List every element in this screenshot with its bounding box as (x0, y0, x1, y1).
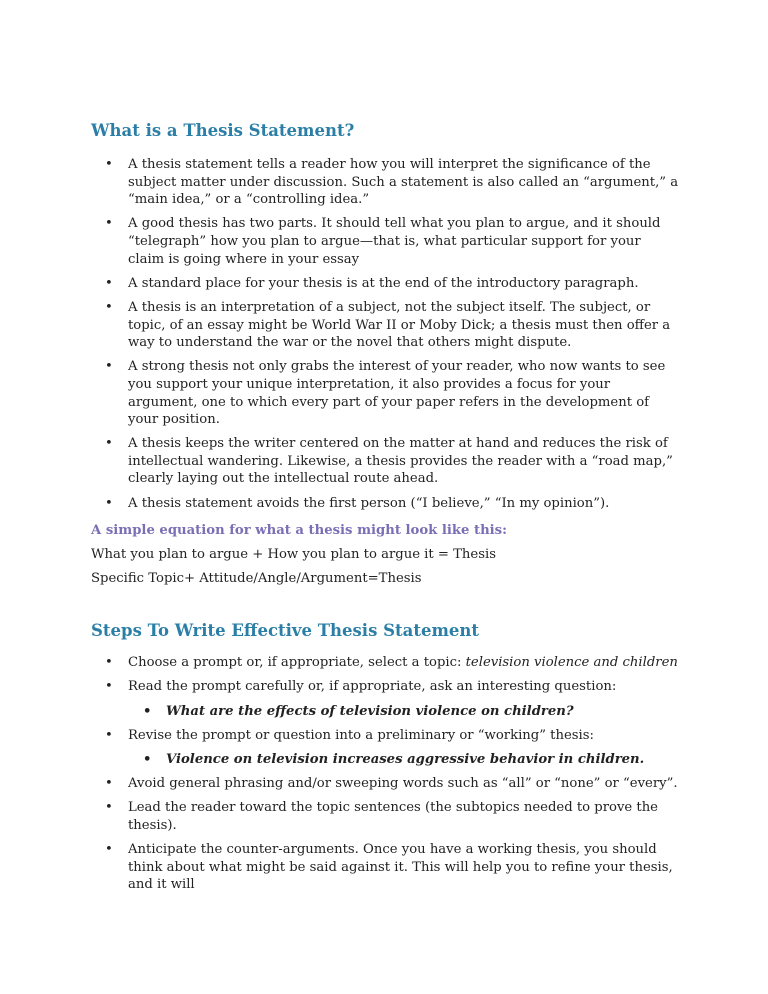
equation-heading: A simple equation for what a thesis might look like this: (91, 523, 507, 539)
topic-example: television violence and children (465, 655, 678, 671)
thesis-bullet-list (91, 156, 681, 512)
list-item: • A thesis statement avoids the first person (“I believe,” “In my opinion”). (105, 495, 610, 511)
bullet-icon: • (105, 299, 113, 315)
list-item-sub: • Violence on television increases aggressive behavior in children. (143, 752, 645, 767)
bullet-icon: • (105, 275, 113, 291)
bullet-icon: • (105, 679, 113, 695)
bullet-icon: • (105, 359, 113, 375)
section-heading-thesis: What is a Thesis Statement? (91, 121, 355, 140)
bullet-icon: • (105, 655, 113, 671)
list-item: • A standard place for your thesis is at the end of the introductory paragraph. (105, 275, 639, 291)
bullet-icon: • (105, 216, 113, 232)
bullet-icon: • (105, 495, 113, 511)
bullet-icon: • (143, 752, 152, 767)
list-item: • Revise the prompt or question into a preliminary or “working” thesis: (105, 727, 594, 743)
list-item: • A thesis statement tells a reader how you will interpret the significance of the subject matter under discussion. Such a statement is also called an “argument,” a “main idea,” or a “controlling idea.” (105, 157, 679, 208)
bullet-icon: • (105, 842, 113, 858)
list-item: • Avoid general phrasing and/or sweeping words such as “all” or “none” or “every”. (105, 776, 678, 792)
list-item: • A good thesis has two parts. It should tell what you plan to argue, and it should “telegraph” how you plan to argue—that is, what particular support for your claim is going where in your essay (105, 216, 661, 267)
bullet-icon: • (105, 776, 113, 792)
equation-line-2: Specific Topic+ Attitude/Angle/Argument=Thesis (91, 571, 422, 587)
bullet-icon: • (143, 703, 152, 719)
list-item-sub: • What are the effects of television violence on children? (143, 703, 574, 719)
bullet-icon: • (105, 157, 113, 172)
list-item: • Read the prompt carefully or, if appropriate, ask an interesting question: (105, 679, 617, 695)
list-item: • A thesis keeps the writer centered on the matter at hand and reduces the risk of intellectual wandering. Likewise, a thesis provides the reader with a “road map,” clearly laying out the intellectual route ahead. (105, 436, 673, 487)
section-heading-steps: Steps To Write Effective Thesis Statement (91, 621, 480, 641)
bullet-icon: • (105, 727, 113, 743)
bullet-icon: • (105, 800, 113, 816)
bullet-icon: • (105, 436, 113, 452)
list-item: • Anticipate the counter-arguments. Once you have a working thesis, you should think about what might be said against it. This will help you to refine your thesis, and it will (105, 842, 673, 893)
list-item: • A strong thesis not only grabs the interest of your reader, who now wants to see you support your unique interpretation, it also provides a focus for your argument, one to which every part of your paper refers in the development of your position. (105, 359, 666, 428)
document-page (91, 118, 681, 901)
steps-bullet-list (91, 654, 681, 894)
list-item: • Lead the reader toward the topic sentences (the subtopics needed to prove the thesis). (105, 800, 658, 833)
equation-line-1: What you plan to argue + How you plan to argue it = Thesis (91, 547, 496, 563)
list-item: • A thesis is an interpretation of a subject, not the subject itself. The subject, or topic, of an essay might be World War II or Moby Dick; a thesis must then offer a way to understand the war or the novel that others might dispute. (105, 299, 671, 351)
list-item: • Choose a prompt or, if appropriate, select a topic: television violence and children (105, 655, 678, 671)
